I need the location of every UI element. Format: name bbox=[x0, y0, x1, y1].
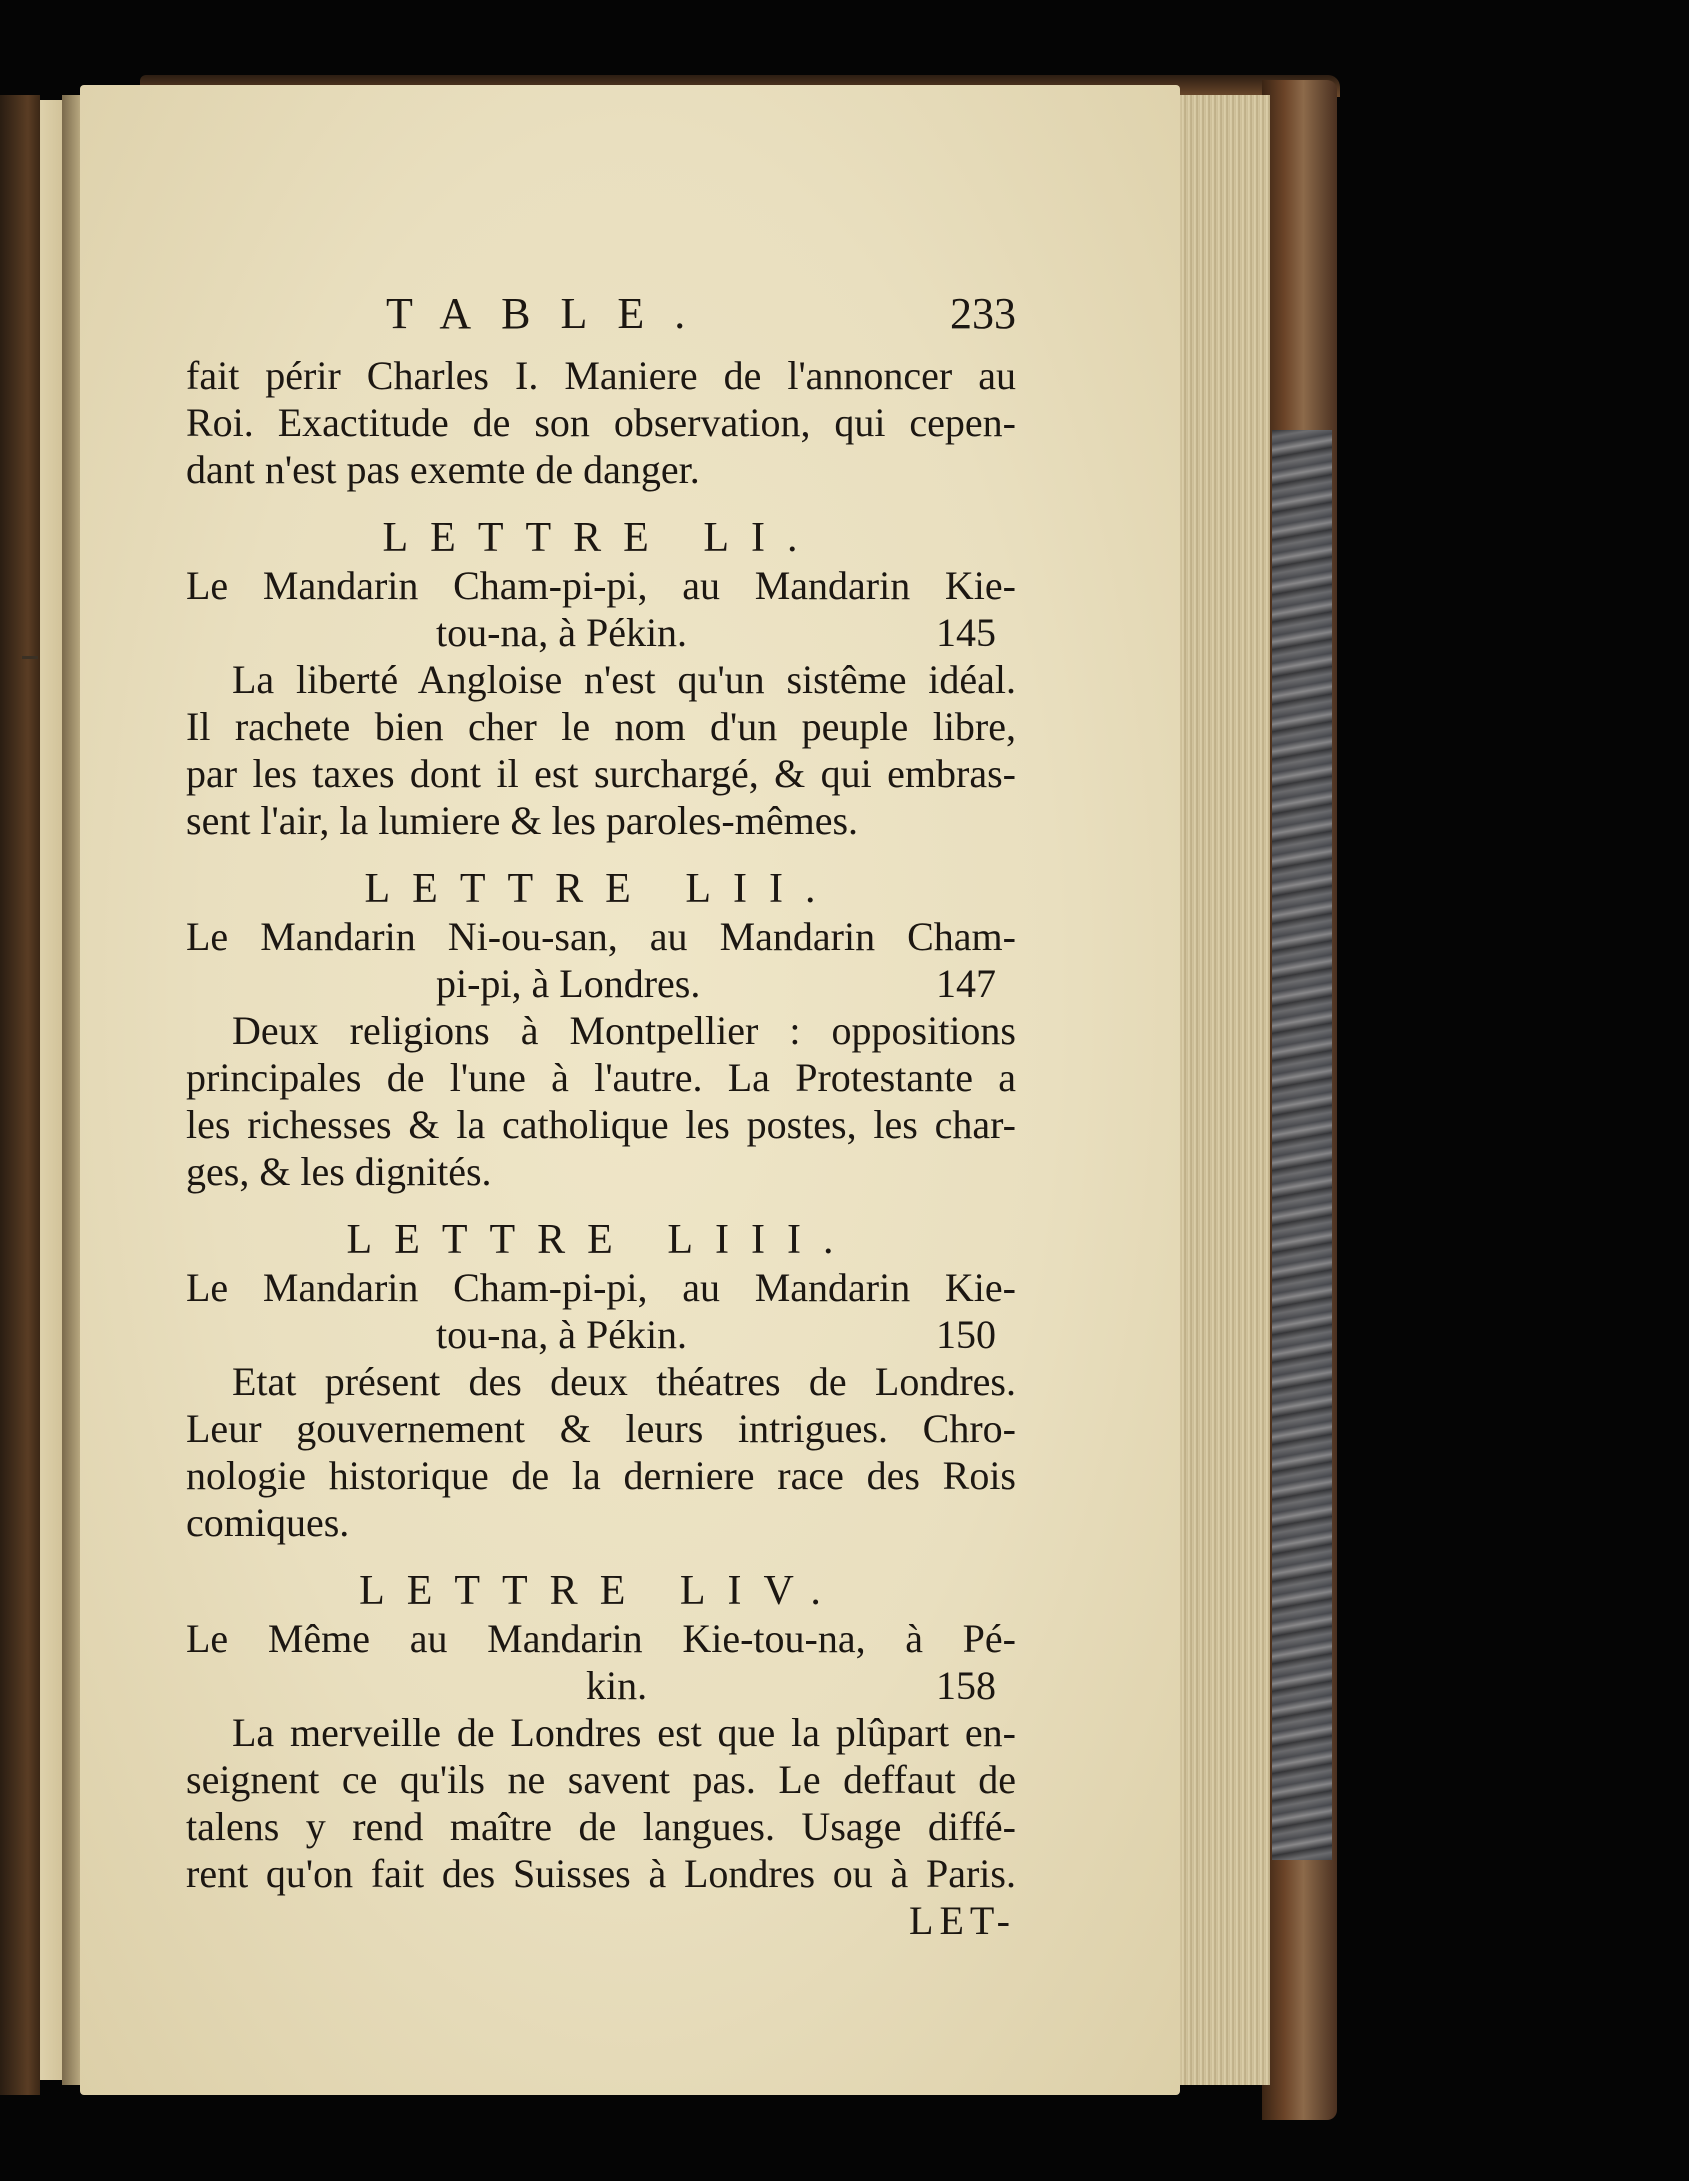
text-line: La liberté Angloise n'est qu'un sistême idéal. bbox=[232, 657, 1016, 702]
letter-address-cont bbox=[186, 960, 1016, 1007]
text-line: talens y rend maître de langues. Usage diffé- bbox=[186, 1804, 1016, 1849]
intro-entry bbox=[186, 352, 1016, 493]
text-line: nologie historique de la derniere race des Rois bbox=[186, 1453, 1016, 1498]
text-line: principales de l'une à l'autre. La Protestante a bbox=[186, 1055, 1016, 1100]
left-cover bbox=[0, 95, 40, 2095]
letter-address-line2: tou-na, à Pékin. bbox=[436, 1312, 688, 1357]
margin-mark bbox=[22, 656, 38, 659]
letter-address-line2: kin. bbox=[586, 1663, 648, 1708]
text-line: rent qu'on fait des Suisses à Londres ou à Paris. bbox=[186, 1851, 1016, 1896]
text-line: dant n'est pas exemte de danger. bbox=[186, 447, 700, 492]
text-line: les richesses & la catholique les postes, les char- bbox=[186, 1102, 1016, 1147]
text-line: ges, & les dignités. bbox=[186, 1149, 492, 1194]
page-reference: 158 bbox=[936, 1663, 996, 1708]
page-reference: 145 bbox=[936, 610, 996, 655]
letter-address: Le Mandarin Ni-ou-san, au Mandarin Cham- bbox=[186, 914, 1016, 959]
page-reference: 150 bbox=[936, 1312, 996, 1357]
text-line: seignent ce qu'ils ne savent pas. Le deffaut de bbox=[186, 1757, 1016, 1802]
page-number: 233 bbox=[950, 289, 1016, 338]
page-text bbox=[186, 290, 1016, 1944]
text-line: La merveille de Londres est que la plûpart en- bbox=[232, 1710, 1016, 1755]
text-line: fait périr Charles I. Maniere de l'annoncer au bbox=[186, 353, 1016, 398]
text-line: sent l'air, la lumiere & les paroles-mêmes. bbox=[186, 798, 859, 843]
letter-address: Le Mandarin Cham-pi-pi, au Mandarin Kie- bbox=[186, 1265, 1016, 1310]
letter-address-cont bbox=[186, 609, 1016, 656]
letter-heading: LETTRE LII. bbox=[364, 866, 838, 912]
letter-summary bbox=[186, 1709, 1016, 1897]
page-fore-edge bbox=[1175, 95, 1270, 2085]
letter-entry bbox=[186, 515, 1016, 844]
marbled-board bbox=[1272, 430, 1332, 1860]
text-line: Deux religions à Montpellier : oppositions bbox=[232, 1008, 1016, 1053]
letter-heading: LETTRE LI. bbox=[382, 515, 820, 561]
letter-heading: LETTRE LIII. bbox=[346, 1217, 856, 1263]
letter-address-line2: pi-pi, à Londres. bbox=[436, 961, 701, 1006]
running-header bbox=[186, 290, 1016, 352]
running-title: TABLE. bbox=[386, 289, 716, 338]
letter-address: Le Même au Mandarin Kie-tou-na, à Pé- bbox=[186, 1616, 1016, 1661]
letter-summary bbox=[186, 1007, 1016, 1195]
letter-entry bbox=[186, 1217, 1016, 1546]
letter-address-cont bbox=[186, 1311, 1016, 1358]
letter-entry bbox=[186, 866, 1016, 1195]
text-line: Etat présent des deux théatres de Londres. bbox=[232, 1359, 1016, 1404]
text-line: Roi. Exactitude de son observation, qui cepen- bbox=[186, 400, 1016, 445]
letter-address-cont bbox=[186, 1662, 1016, 1709]
letter-entry bbox=[186, 1568, 1016, 1897]
letter-address: Le Mandarin Cham-pi-pi, au Mandarin Kie- bbox=[186, 563, 1016, 608]
text-line: Il rachete bien cher le nom d'un peuple libre, bbox=[186, 704, 1016, 749]
text-line: par les taxes dont il est surchargé, & qui embras- bbox=[186, 751, 1016, 796]
catchword: LET- bbox=[909, 1898, 1016, 1943]
letter-heading: LETTRE LIV. bbox=[359, 1568, 843, 1614]
page-reference: 147 bbox=[936, 961, 996, 1006]
letter-address-line2: tou-na, à Pékin. bbox=[436, 610, 688, 655]
letter-summary bbox=[186, 1358, 1016, 1546]
letter-summary bbox=[186, 656, 1016, 844]
text-line: Leur gouvernement & leurs intrigues. Chro- bbox=[186, 1406, 1016, 1451]
text-line: comiques. bbox=[186, 1500, 350, 1545]
